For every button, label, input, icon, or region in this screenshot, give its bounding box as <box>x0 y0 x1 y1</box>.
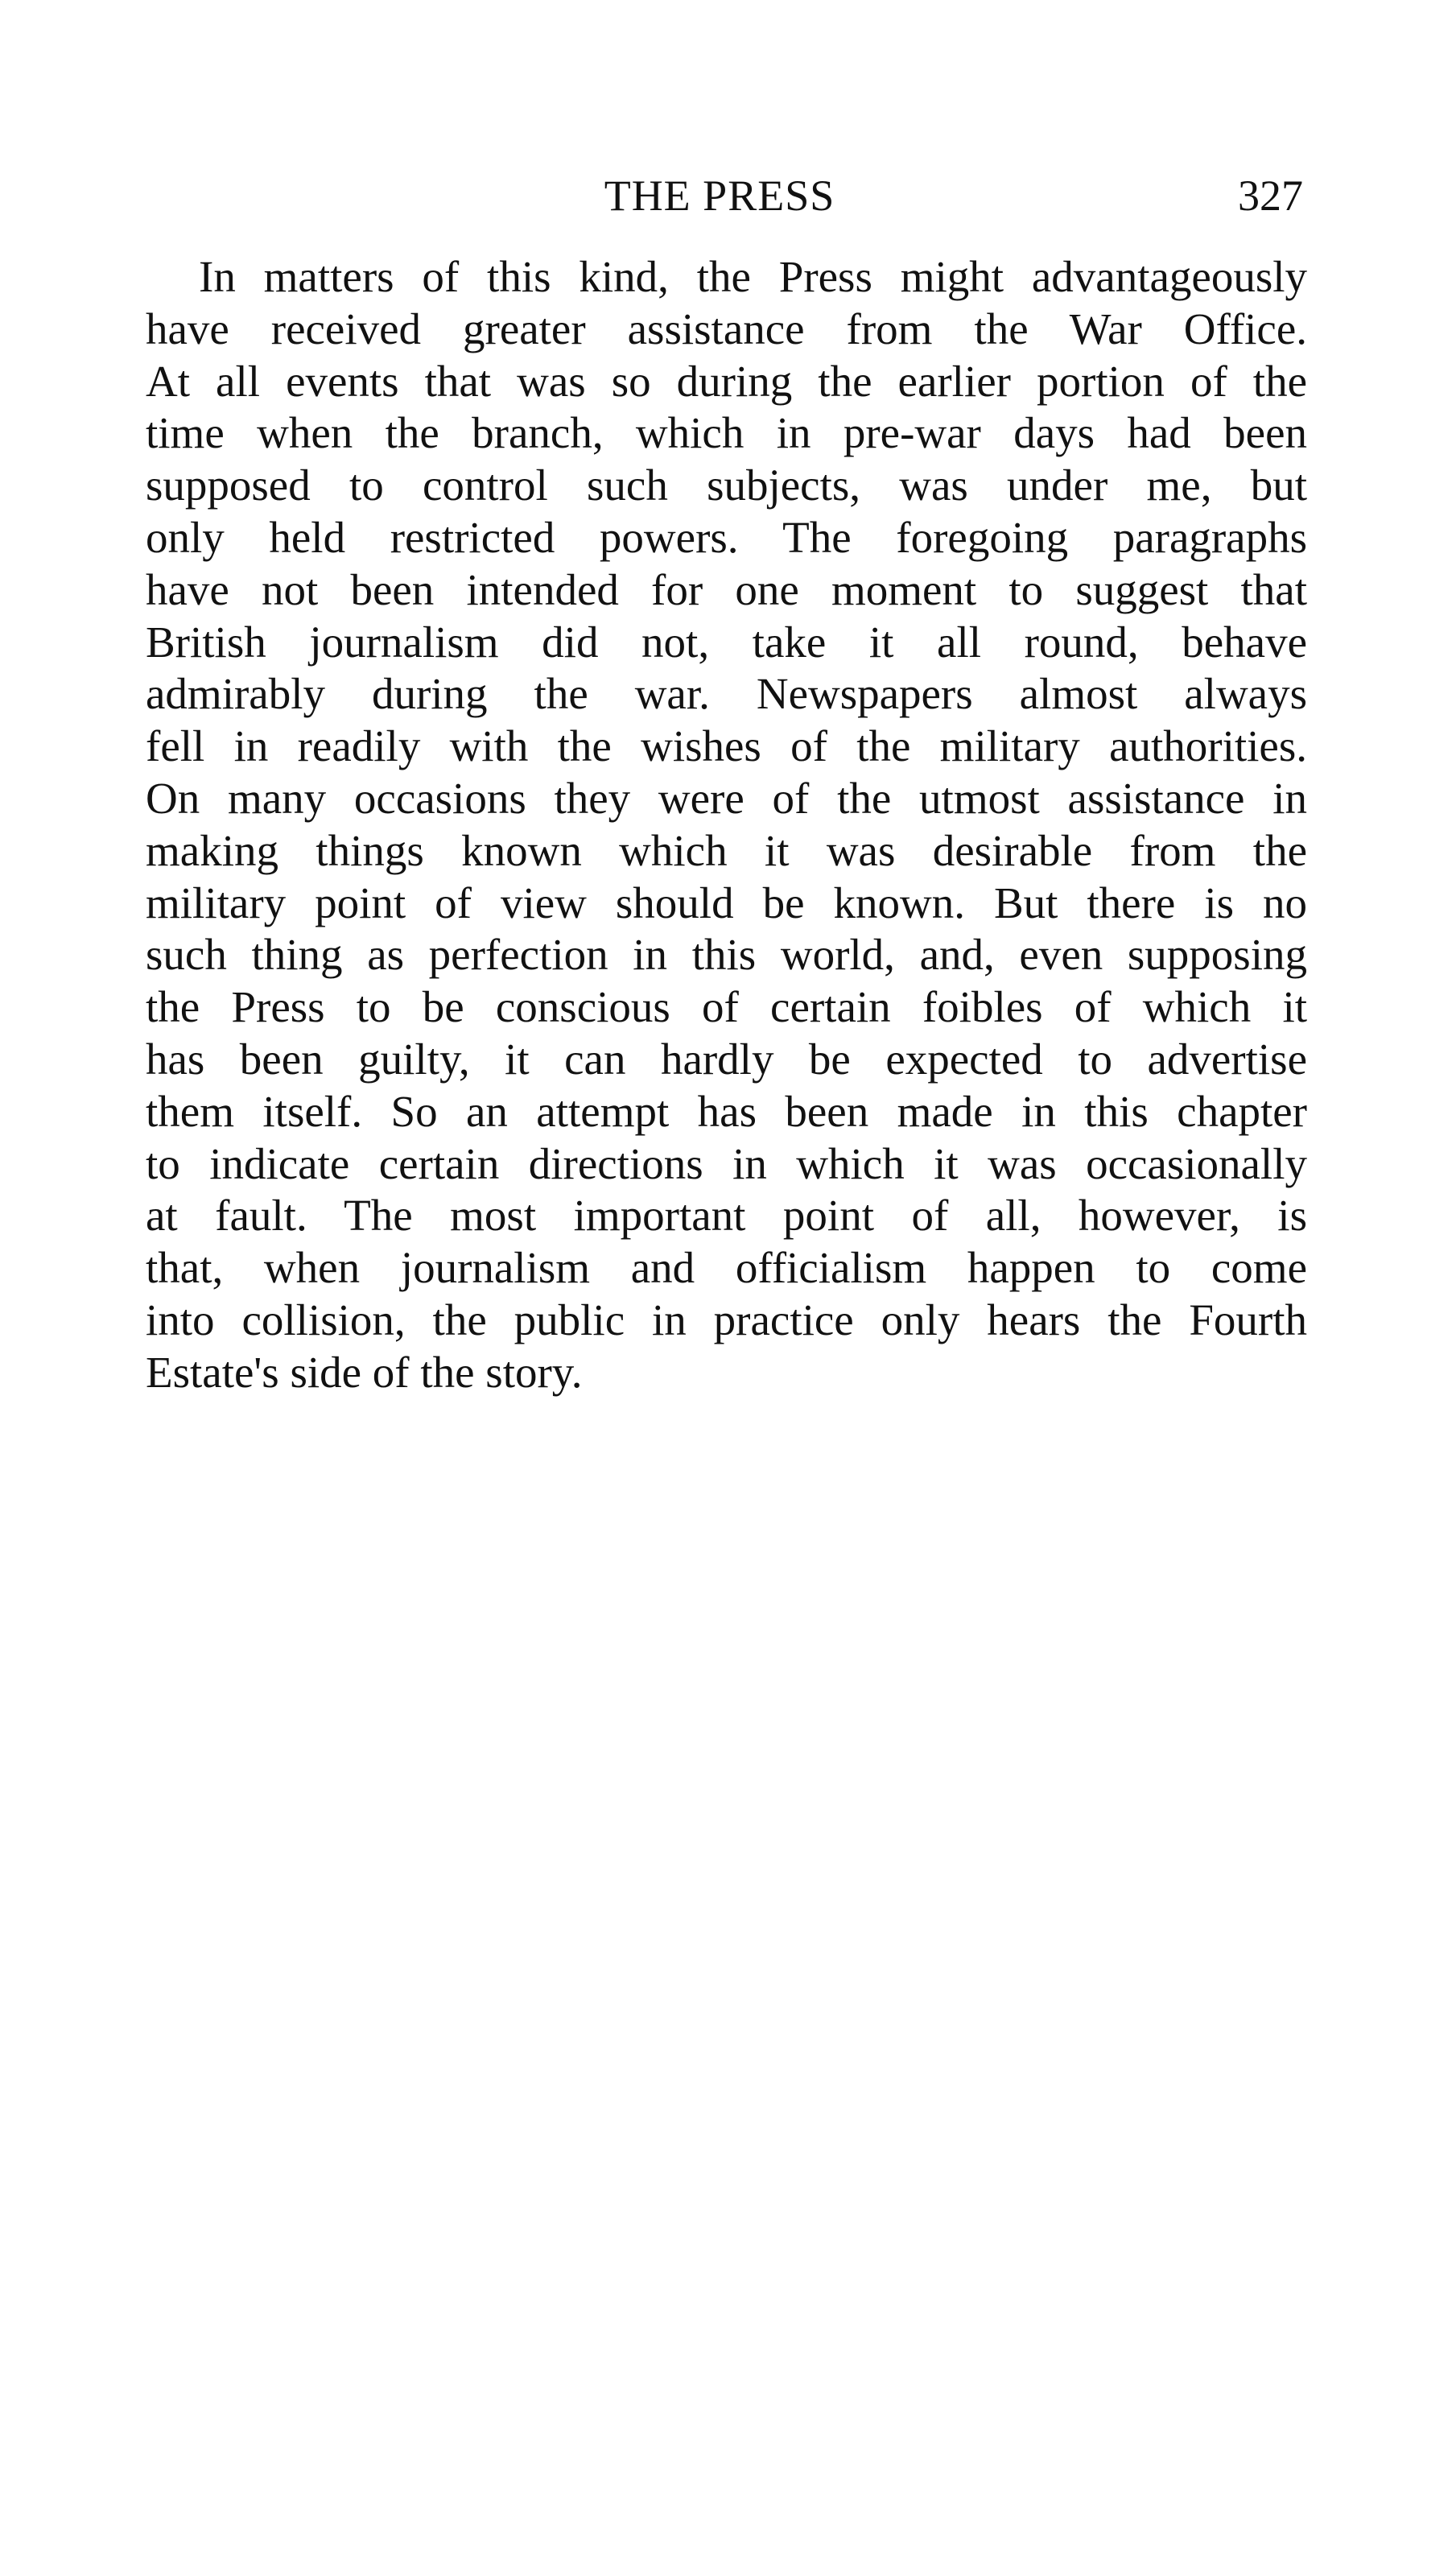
text-line: the Press to be conscious of certain foibles of which it <box>146 982 1307 1032</box>
text-line: have received greater assistance from the War Office. <box>146 304 1307 353</box>
text-line: into collision, the public in practice only hears the Fourth <box>146 1295 1307 1344</box>
text-line: British journalism did not, take it all round, behave <box>146 617 1307 667</box>
chapter-title: THE PRESS <box>604 171 835 220</box>
text-line: making things known which it was desirable from the <box>146 825 1307 875</box>
text-line: that, when journalism and officialism happen to come <box>146 1243 1307 1293</box>
text-line: military point of view should be known. But there is no <box>146 878 1307 927</box>
text-line: At all events that was so during the earlier portion of the <box>146 356 1307 406</box>
page-number: 327 <box>1238 171 1303 220</box>
text-line: at fault. The most important point of all, however, is <box>146 1191 1307 1241</box>
text-line: only held restricted powers. The foregoing paragraphs <box>146 512 1307 562</box>
text-line: On many occasions they were of the utmost assistance in <box>146 773 1307 823</box>
text-line: such thing as perfection in this world, and, even supposing <box>146 930 1307 980</box>
text-line: to indicate certain directions in which it was occasionally <box>146 1138 1307 1188</box>
text-line: them itself. So an attempt has been made in this chapter <box>146 1086 1307 1136</box>
text-line: time when the branch, which in pre-war days had been <box>146 408 1307 458</box>
text-line: have not been intended for one moment to suggest that <box>146 564 1307 614</box>
text-line: Estate's side of the story. <box>146 1347 583 1397</box>
text-line: has been guilty, it can hardly be expected to advertise <box>146 1034 1307 1084</box>
text-line: admirably during the war. Newspapers almost always <box>146 669 1307 719</box>
running-head <box>0 167 1456 224</box>
text-line: fell in readily with the wishes of the military authorities. <box>146 721 1307 771</box>
body-paragraph <box>146 251 1307 1399</box>
text-line: In matters of this kind, the Press might advantageously <box>199 252 1307 301</box>
text-line: supposed to control such subjects, was under me, but <box>146 460 1307 510</box>
